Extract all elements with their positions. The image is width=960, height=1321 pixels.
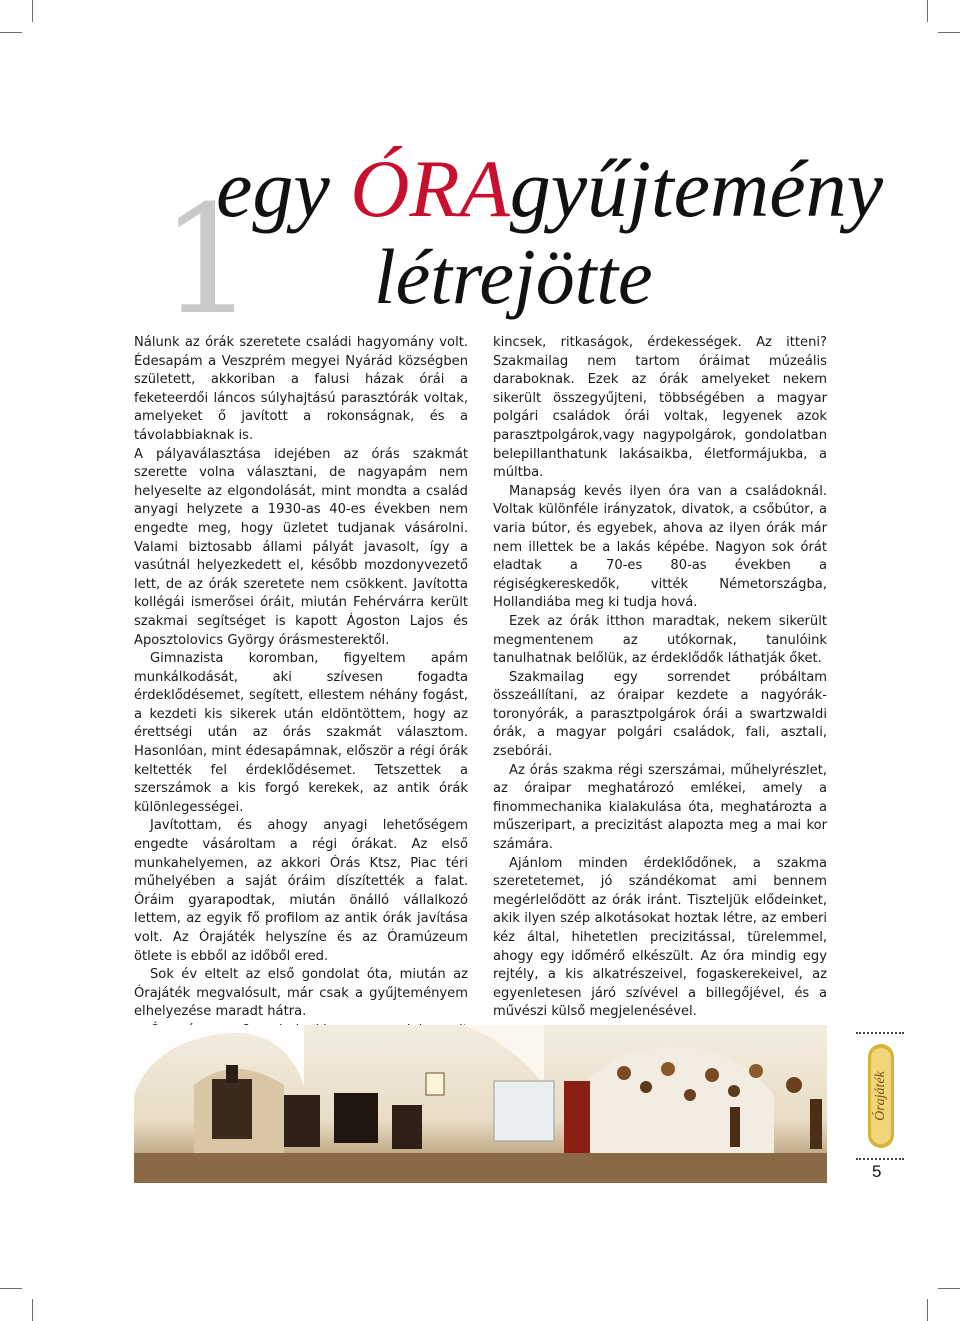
crop-mark	[32, 1299, 33, 1321]
paragraph: kincsek, ritkaságok, érdekességek. Az itteni? Szakmailag nem tartom óráimat múzeális daraboknak. Ezek az órák amelyeket nekem sikerült összegyűjteni, többségében a magyar polgári családok órái voltak, legyenek azok parasztpolgárok,vagy nagypolgárok, gondolatban belepillanthatunk lakásaikba, életformájukba, a múltba.	[493, 335, 827, 481]
museum-panorama-illustration	[134, 1025, 827, 1183]
title-accent: ÓRA	[350, 143, 510, 234]
title-pre: egy	[216, 143, 351, 234]
paragraph: Ajánlom minden érdeklődőnek, a szakma szeretetemet, jó szándékomat ami bennem megérlelődött az órák iránt. Tiszteljük elődeinket, akik ilyen szép alkotásokat hoztak létre, az emberi kéz által, hihetetlen precizitással, türelemmel, ahogy egy időmérő elkészült. Az óra mindig egy rejtély, a kis alkatrészeivel, fogaskerekeivel, az egyenletesen járó szívével a billegőjével, és a művészi külső megjelenésével.	[493, 855, 827, 1020]
article-column-right	[493, 334, 827, 1073]
crop-mark	[927, 1299, 928, 1321]
title-line-1	[216, 143, 884, 234]
title-number: 1	[160, 174, 256, 348]
dotted-rule-bottom	[856, 1158, 904, 1160]
article-column-left	[134, 334, 468, 1078]
crop-mark	[927, 0, 928, 22]
crop-mark	[0, 1288, 22, 1289]
crop-mark	[938, 32, 960, 33]
paragraph: Manapság kevés ilyen óra van a családoknál. Voltak különféle irányzatok, divatok, a csőbútor, a varia bútor, és egyebek, ahova az ilyen órák már nem illettek be a lakás képébe. Nagyon sok órát eladtak a 70-es 80-as években a régiségkereskedők, vitték Németországba, Hollandiába meg ki tudja hová.	[493, 483, 827, 611]
badge-text: Órajáték	[873, 1071, 889, 1121]
crop-mark	[0, 32, 22, 33]
paragraph: Ezek az órák itthon maradtak, nekem sikerült megmentenem az utókornak, tanulóink tanulhatnak belőlük, az érdeklődők láthatják őket.	[493, 613, 827, 667]
paragraph: Nálunk az órák szeretete családi hagyomány volt. Édesapám a Veszprém megyei Nyárád községben született, akkoriban a falusi házak órái a feketeerdői láncos súlyhajtású parasztórák voltak, amelyeket ő javított a rokonságnak, és a távolabbiaknak is.	[134, 335, 468, 443]
title-line-2: létrejötte	[374, 233, 653, 320]
orajatek-logo-icon	[856, 1040, 906, 1152]
paragraph: Szakmailag egy sorrendet próbáltam összeállítani, az óraipar kezdete a nagyórák-toronyórák, a parasztpolgárok órái a swartzwaldi órák, a magyar polgári családok, fali, asztali, zsebórái.	[493, 669, 827, 760]
paragraph: Gimnazista koromban, figyeltem apám munkálkodását, aki szívesen fogadta érdeklődésemet, segített, ellestem néhány fogást, a kezdeti kis sikerek után eldöntöttem, hogy az érettségi után az órás szakmát választom. Hasonlóan, mint édesapámnak, először a régi órák keltették fel érdeklődésemet. Tetszettek a szerszámok a kis forgó kerekek, az antik órák különlegességei.	[134, 651, 468, 815]
paragraph: A pályaválasztása idejében az órás szakmát szerette volna választani, de nagyapám nem helyeselte az elgondolását, mint mondta a család anyagi helyzete a 1930-as 40-es években nem engedte meg, hogy üzletet tudjanak vásárolni. Valami biztosabb állami pályát javasolt, így a vasútnál helyezkedett el, később mozdonyvezető lett, de az órák szeretete nem csökkent. Javította kollégái ismerősei óráit, miután Fehérvárra került szakmai segítséget is kapott Ágoston Lajos és Aposztolovics György órásmesterektől.	[134, 446, 468, 648]
museum-panorama-photo	[134, 1025, 827, 1183]
paragraph: Sok év eltelt az első gondolat óta, miután az Órajáték megvalósult, már csak a gyűjteményem elhelyezése maradt hátra.	[134, 967, 468, 1020]
page-number: 5	[872, 1162, 882, 1181]
paragraph: Az órás szakma régi szerszámai, műhelyrészlet, az óraipar meghatározó emlékei, amely a finommechanika kialakulása óta, meghatározta a műszeripart, a precizitást alapozta meg a mai kor számára.	[493, 762, 827, 853]
title-post: gyűjtemény	[509, 143, 884, 234]
orajatek-side-badge	[856, 1030, 906, 1160]
paragraph: Javítottam, és ahogy anyagi lehetőségem engedte vásároltam a régi órákat. Az első munkahelyemen, az akkori Órás Ktsz, Piac téri műhelyében a saját óráim díszítették a falat. Óráim gyarapodtak, miután önálló vállalkozó lettem, az egyik fő profilom az antik órák javítása volt. Az Órajáték helyszíne és az Óramúzeum ötlete is ebből az időből ered.	[134, 818, 468, 964]
crop-mark	[938, 1288, 960, 1289]
article-title	[160, 140, 884, 348]
crop-mark	[32, 0, 33, 22]
dotted-rule-top	[856, 1032, 904, 1034]
